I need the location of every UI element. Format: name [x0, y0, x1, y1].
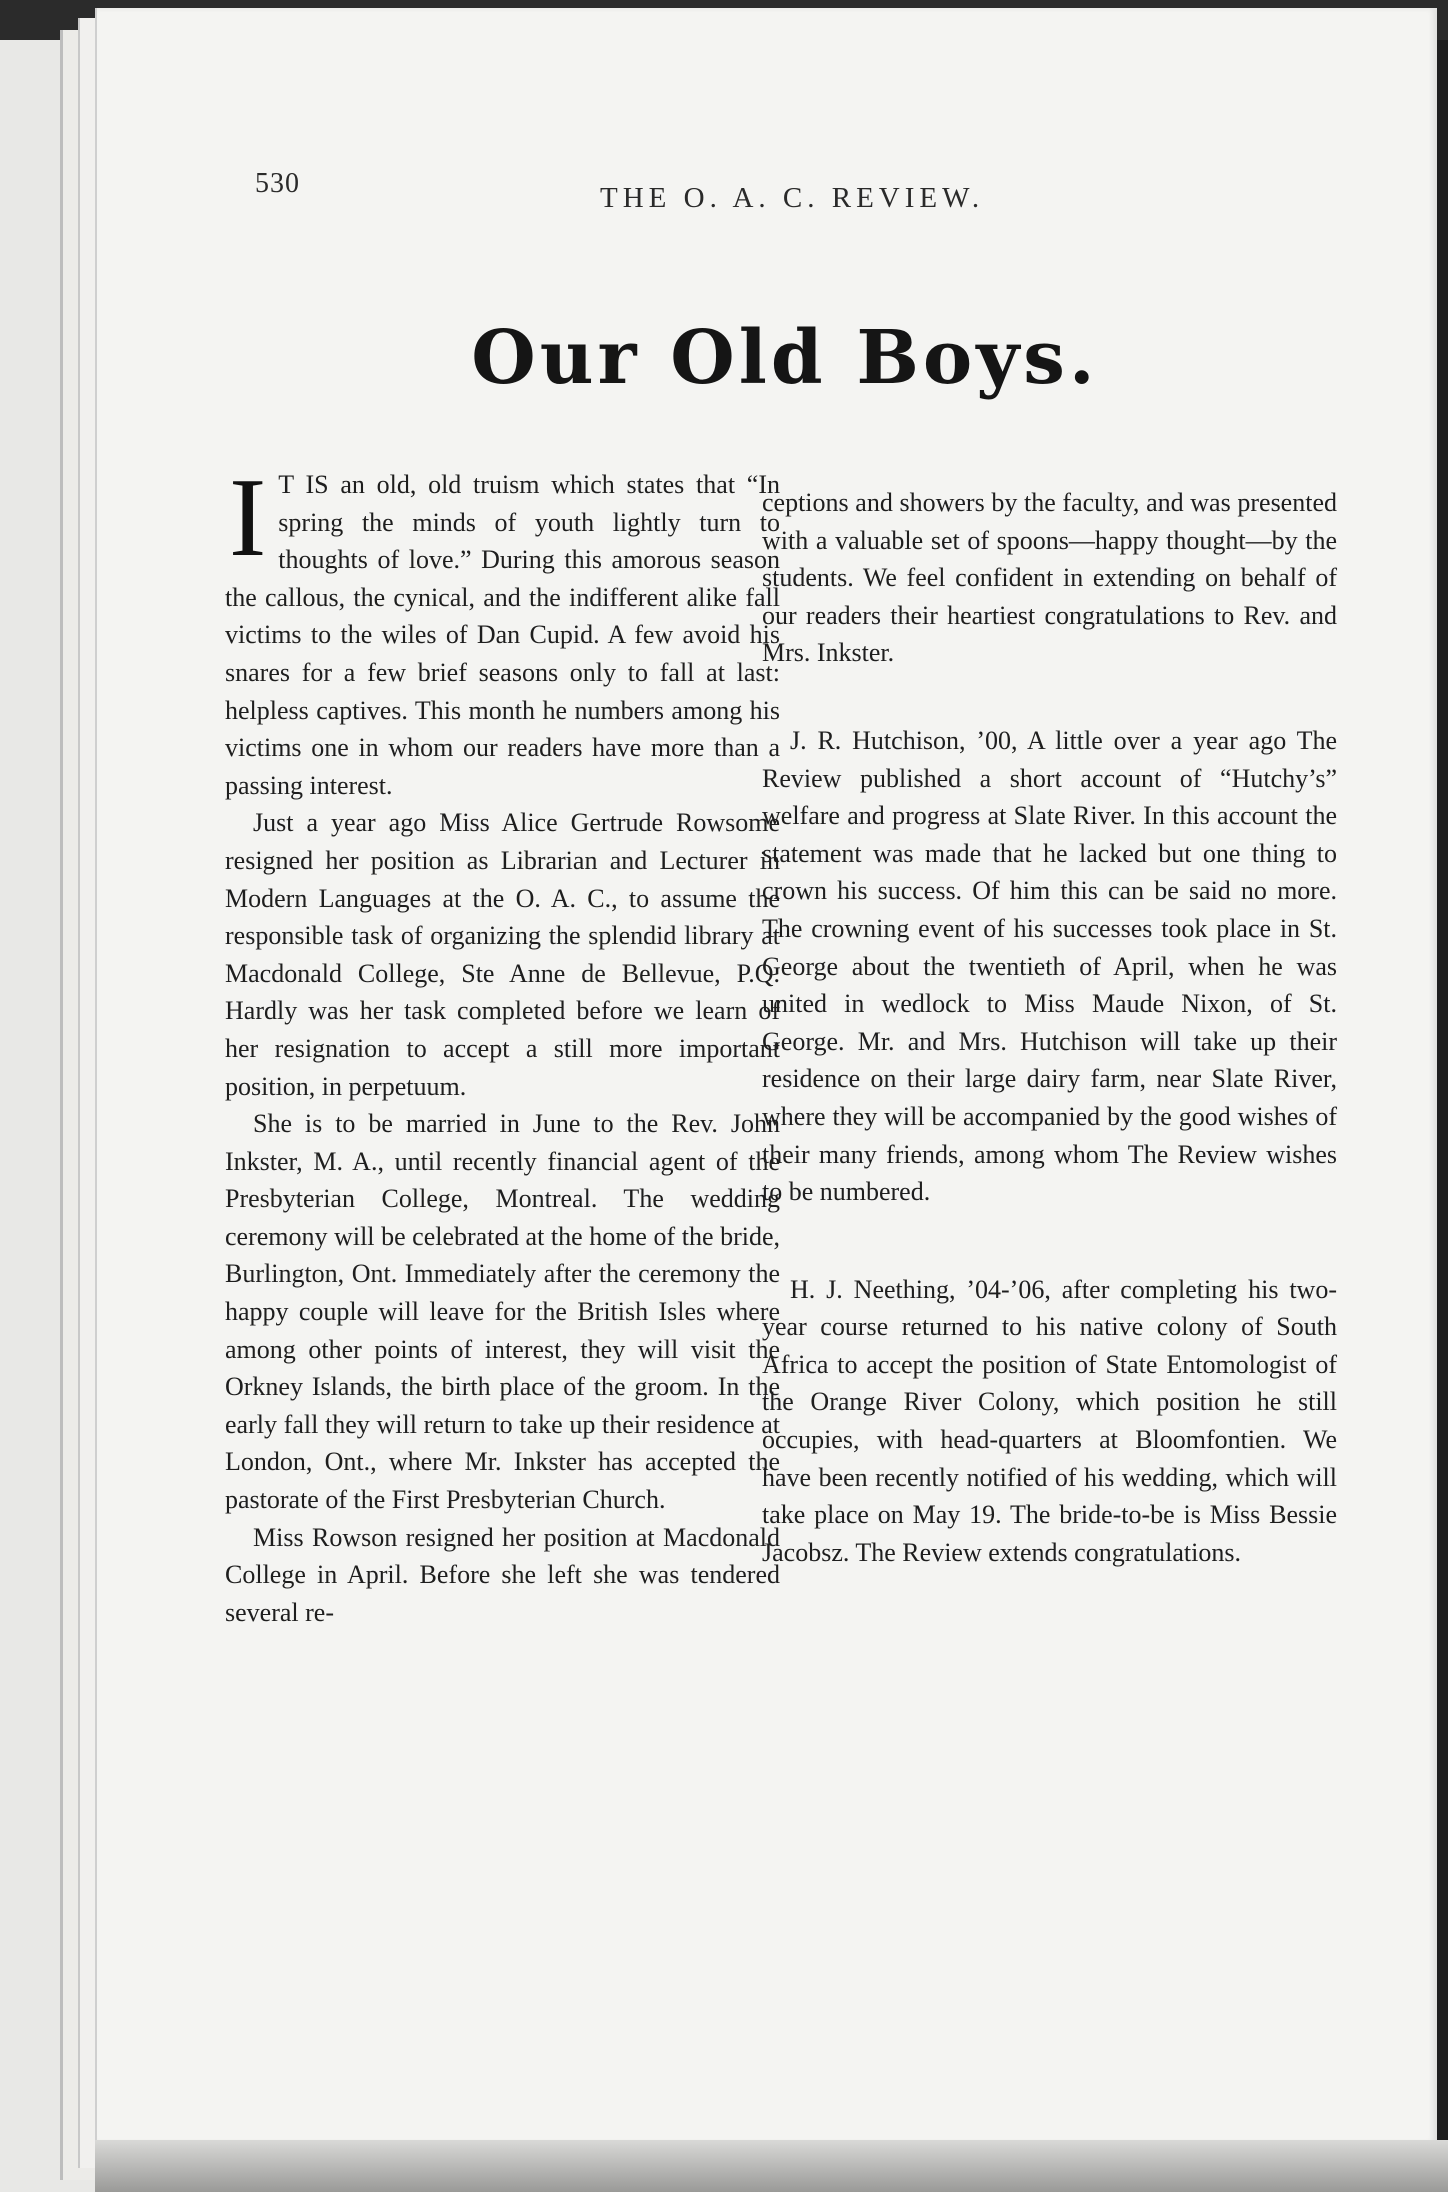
page-number: 530	[255, 168, 300, 199]
article-title: Our Old Boys.	[471, 315, 1099, 401]
running-title: THE O. A. C. REVIEW.	[600, 182, 985, 214]
paragraph-intro	[225, 456, 780, 804]
paragraph-neething: H. J. Neething, ’04-’06, after completing his two-year course returned to his native colony of South Africa to accept the position of State Entomologist of the Orange River Colony, which position he still occupies, with head-quarters at Bloomfontien. We have been recently notified of his wedding, which will take place on May 19. The bride-to-be is Miss Bessie Jacobsz. The Review extends congratulations.	[762, 1274, 1337, 1567]
paragraph: Miss Rowson resigned her position at Macdonald College in April. Before she left she was tendered several re-	[225, 1522, 780, 1627]
drop-cap: I	[229, 456, 267, 580]
right-column	[762, 484, 1337, 1571]
paragraph-text: T IS an old, old truism which states that “In spring the minds of youth lightly turn to thoughts of love.” During this amorous season the callous, the cynical, and the indifferent alike fall victims to the wiles of Dan Cupid. A few avoid his snares for a few brief seasons only to fall at last: helpless captives. This month he numbers among his victims one in whom our readers have more than a passing interest.	[225, 470, 780, 800]
paragraph-hutchison: J. R. Hutchison, ’00, A little over a year ago The Review published a short account of “Hutchy’s” welfare and progress at Slate River. In this account the statement was made that he lacked but one thing to crown his success. Of him this can be said no more. The crowning event of his successes took place in St. George about the twentieth of April, when he was united in wedlock to Miss Maude Nixon, of St. George. Mr. and Mrs. Hutchison will take up their residence on their large dairy farm, near Slate River, where they will be accompanied by the good wishes of their many friends, among whom The Review wishes to be numbered.	[762, 725, 1337, 1207]
page-bottom-shadow	[95, 2140, 1448, 2192]
paragraph: She is to be married in June to the Rev. John Inkster, M. A., until recently financial agent of the Presbyterian College, Montreal. The wedding ceremony will be celebrated at the home of the bride, Burlington, Ont. Immediately after the ceremony the happy couple will leave for the British Isles where among other points of interest, they will visit the Orkney Islands, the birth place of the groom. In the early fall they will return to take up their residence at London, Ont., where Mr. Inkster has accepted the pastorate of the First Presbyterian Church.	[225, 1109, 780, 1515]
left-column	[225, 456, 780, 1631]
paragraph: Just a year ago Miss Alice Gertrude Rowsome resigned her position as Librarian and Lecturer in Modern Languages at the O. A. C., to assume the responsible task of organizing the splendid library at Macdonald College, Ste Anne de Bellevue, P.Q. Hardly was her task completed before we learn of her resignation to accept a still more important position, in perpetuum.	[225, 808, 780, 1101]
paragraph: ceptions and showers by the faculty, and was presented with a valuable set of spoons—happy thought—by the students. We feel confident in extending on behalf of our readers their heartiest congratulations to Rev. and Mrs. Inkster.	[762, 488, 1337, 668]
